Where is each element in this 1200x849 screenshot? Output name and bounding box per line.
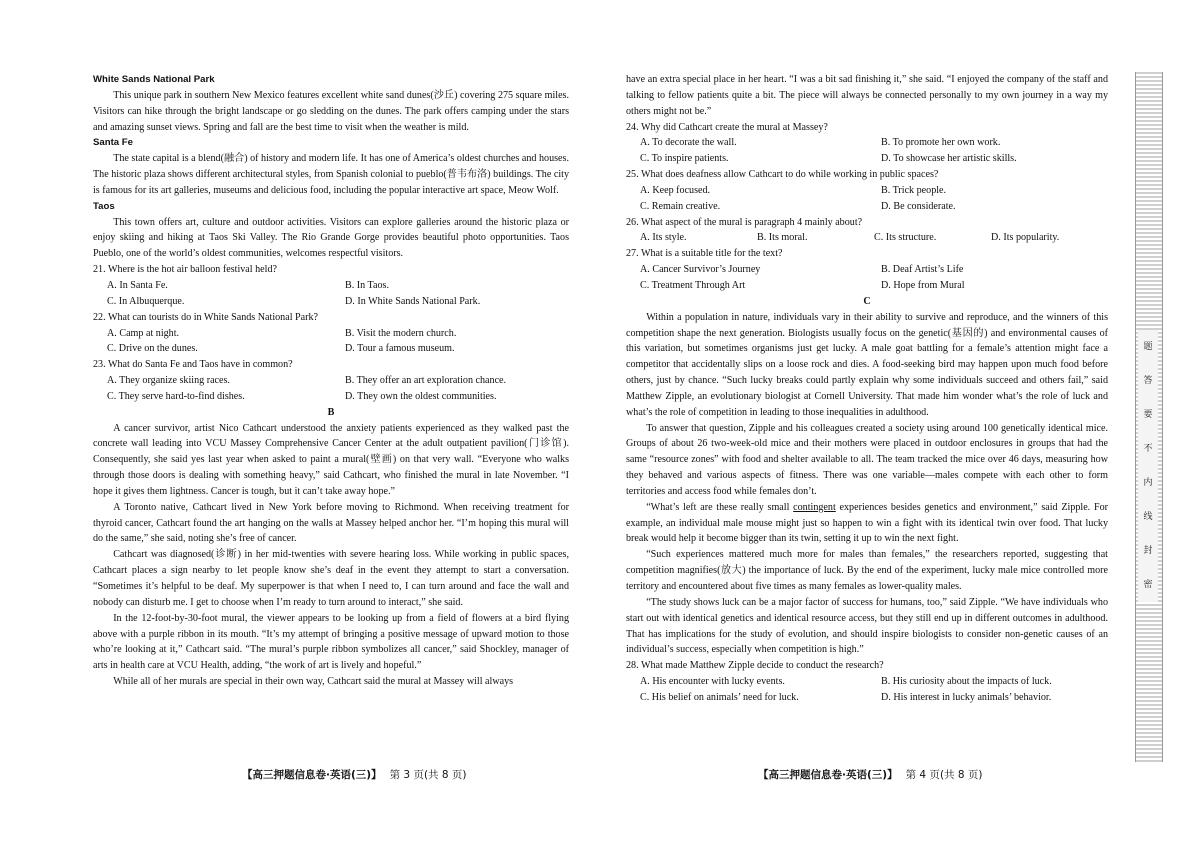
question-27: 27. What is a suitable title for the text? — [626, 248, 783, 260]
option: B. Trick people. — [881, 184, 947, 196]
question-25: 25. What does deafness allow Cathcart to do while working in public spaces? — [626, 169, 939, 181]
question-23: 23. What do Santa Fe and Taos have in common? — [93, 359, 293, 371]
option: B. To promote her own work. — [881, 137, 1001, 149]
option: D. To showcase her artistic skills. — [881, 153, 1017, 165]
page-number: 第 3 页(共 8 页) — [389, 769, 467, 781]
paragraph: “The study shows luck can be a major factor of success for humans, too,” said Zipple. “We have individuals who start out with identical genetics and identical resource access, but they still end up in different outcomes in adulthood. That has implications for the study of evolution, and should inspire biologists to consider non-genetic causes of an individual’s success, especially when competition is high.” — [626, 596, 1108, 656]
option: D. In White Sands National Park. — [345, 295, 481, 307]
option: B. Its moral. — [757, 232, 808, 244]
paragraph: In the 12-foot-by-30-foot mural, the viewer appears to be looking up from a field of flowers at a bird flying above with a purple ribbon in its mouth. “It’s my attempt of bringing a positive message of upward motion to those who’re looking at it,” Cathcart said. “The mural’s purple ribbon symbolizes all cancer,” said Shockley, manager of arts in health care at VCU Health, adding, “the work of art is lively and hopeful.” — [93, 612, 569, 672]
option: A. They organize skiing races. — [107, 375, 230, 387]
option: C. Drive on the dunes. — [107, 343, 198, 355]
paragraph — [626, 500, 1108, 548]
option: A. In Santa Fe. — [107, 279, 168, 291]
question-24: 24. Why did Cathcart create the mural at Massey? — [626, 121, 828, 133]
paragraph: The state capital is a blend(融合) of history and modern life. It has one of America’s oldest churches and houses. The historic plaza shows different architectural styles, from Spanish colonial to pueblo(普韦布洛) buildings. The city is famous for its art galleries, museums and delicious food, including the popular interactive art space, Meow Wolf. — [93, 153, 569, 196]
section-title: Taos — [93, 200, 115, 212]
paragraph: To answer that question, Zipple and his colleagues created a society using around 100 genetically identical mice. Groups of about 26 two-week-old mice and their mothers were placed in outdoor enclosures in groups that had the same “resource zones” with food and shelter available to all. The team tracked the mice over 46 days, measuring how they behaved and various aspects of fitness. There was one variable—males compete with each other to form territories and access food while females don’t. — [626, 422, 1108, 497]
option: B. They offer an art exploration chance. — [345, 375, 507, 387]
page-footer-left — [242, 767, 467, 782]
section-title: Santa Fe — [93, 137, 133, 149]
paragraph-continued: have an extra special place in her heart. “I was a bit sad finishing it,” she said. “I enjoyed the company of the staff and talking to fellow patients quite a bit. The piece will always be connected personally to my own journey in a way my others might not be.” — [626, 74, 1108, 117]
option: A. To decorate the wall. — [640, 137, 737, 149]
paragraph: “Such experiences mattered much more for males than females,” the researchers reported, suggesting that competition magnifies(放大) the importance of luck. By the end of the experiment, lucky male mice controlled more territory and encountered about five times as many females as lower-quality males. — [626, 549, 1108, 592]
option: C. They serve hard-to-find dishes. — [107, 390, 245, 402]
option: C. His belief on animals’ need for luck. — [640, 691, 799, 703]
option: D. They own the oldest communities. — [345, 390, 497, 402]
option: D. Tour a famous museum. — [345, 343, 455, 355]
option: B. Visit the modern church. — [345, 327, 457, 339]
option: C. Its structure. — [874, 232, 937, 244]
option: B. Deaf Artist’s Life — [881, 264, 964, 276]
footer-title: 【高三押题信息卷·英语(三)】 — [758, 769, 898, 781]
text-run: experiences besides genetics and environment,” said Zipple. For example, an individual male mouse might just so happen to win a fight with its identical twin over food. That lucky break would help it become bigger than its twin, setting it up to win the next fight. — [626, 501, 1108, 545]
option: C. Treatment Through Art — [640, 279, 746, 291]
section-title: White Sands National Park — [93, 74, 215, 85]
question-22: 22. What can tourists do in White Sands National Park? — [93, 311, 319, 323]
text-run: “What’s left are these really small — [646, 501, 794, 513]
paragraph: A Toronto native, Cathcart lived in New York before moving to Richmond. When receiving treatment for thyroid cancer, Cathcart found the art hanging on the walls at Massey helped anchor her. “I’m hoping this mural will do the same,” she said, noting she’s free of cancer. — [93, 501, 569, 545]
question-21: 21. Where is the hot air balloon festival held? — [93, 264, 277, 276]
option: D. Its popularity. — [991, 232, 1060, 244]
paragraph: Within a population in nature, individuals vary in their ability to survive and reproduce, and the winners of this competition shape the next generation. Biologists usually focus on the genetic(基因的) and environmental causes of this variation, but sometimes organisms just get lucky. A male goat battling for a female’s attention might face a competitor that accidentally slips on a loose rock and dies. A food-seeking bird may happen upon much food before others, just by chance. “Such lucky breaks could partly explain why some individuals succeed and others fail,” said Matthew Zipple, an evolutionary biologist at Cornell University. That made him wonder what’s the role of luck and what’s the role of competition in leading to those inequalities in adulthood. — [626, 311, 1108, 418]
underlined-word: contingent — [793, 501, 836, 513]
page-footer-right — [758, 767, 983, 782]
paragraph: This town offers art, culture and outdoor activities. Visitors can explore galleries around the historic plaza or enjoy skiing and hiking at Taos Ski Valley. The Rio Grande Gorge provides beautiful photo opportunities. Taos Pueblo, one of the world’s oldest communities, welcomes respectful visitors. — [93, 216, 569, 260]
option: C. Remain creative. — [640, 200, 721, 212]
option: A. Its style. — [640, 232, 687, 244]
question-26: 26. What aspect of the mural is paragraph 4 mainly about? — [626, 216, 863, 228]
option: C. In Albuquerque. — [107, 295, 185, 307]
page-number: 第 4 页(共 8 页) — [905, 769, 983, 781]
option: C. To inspire patients. — [640, 153, 729, 165]
question-28: 28. What made Matthew Zipple decide to conduct the research? — [626, 660, 884, 672]
paragraph: A cancer survivor, artist Nico Cathcart understood the anxiety patients experienced as they walked past the concrete wall leading into VCU Massey Comprehensive Cancer Center at the adult outpatient pavilion(门诊馆). Consequently, she said yes last year when asked to paint a mural(壁画) on that very wall. “Everyone who walks through those doors is dealing with something heavy,” said Cathcart, who finished the mural in late November. “I hope it gives them lightness. Cancer is tough, but it can’t take away hope.” — [93, 422, 569, 497]
section-heading-c: C — [863, 295, 871, 307]
paragraph: This unique park in southern New Mexico features excellent white sand dunes(沙丘) covering 275 square miles. Visitors can hike through the bright landscape or go sledding on the dunes. The park offers camping under the stars and amazing sunset views. Spring and fall are the best time to visit when the weather is mild. — [93, 89, 569, 133]
option: D. Be considerate. — [881, 200, 956, 212]
binding-strip-text: 题 答 要 不 内 线 封 密 — [1138, 330, 1158, 602]
option: B. His curiosity about the impacts of luck. — [881, 676, 1052, 688]
option: B. In Taos. — [345, 279, 389, 291]
section-heading-b: B — [327, 406, 335, 418]
left-column — [93, 72, 569, 690]
option: A. His encounter with lucky events. — [640, 676, 785, 688]
option: A. Cancer Survivor’s Journey — [640, 264, 761, 276]
paragraph: While all of her murals are special in their own way, Cathcart said the mural at Massey will always — [113, 676, 514, 688]
option: D. His interest in lucky animals’ behavior. — [881, 691, 1052, 703]
footer-title: 【高三押题信息卷·英语(三)】 — [242, 769, 382, 781]
option: A. Camp at night. — [107, 327, 180, 339]
paragraph: Cathcart was diagnosed(诊断) in her mid-twenties with severe hearing loss. While working in public spaces, Cathcart places a sign nearby to let people know she’s deaf in the event they attempt to start a conversation. “Sometimes it’s helpful to be deaf. My superpower is that when I need to, I can turn around and face the wall and nobody can disturb me. I get to choose when I’m ready to turn around to interact,” she said. — [93, 549, 569, 608]
option: D. Hope from Mural — [881, 279, 965, 291]
option: A. Keep focused. — [640, 184, 711, 196]
right-column — [626, 72, 1108, 706]
